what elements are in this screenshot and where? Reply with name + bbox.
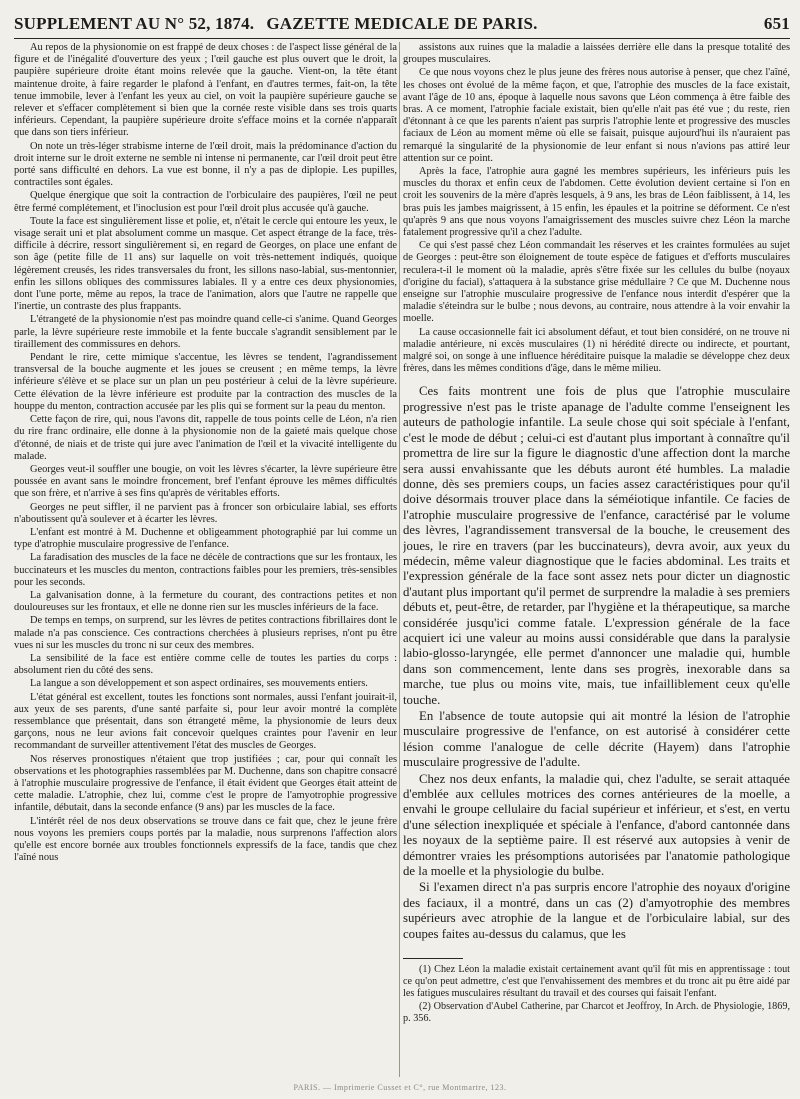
right-column: [403, 42, 790, 1077]
paragraph: Georges veut-il souffler une bougie, on voit les lèvres s'écarter, la lèvre supérieure être poussée en avant sans le moindre froncement, bref l'enfant éprouve les mêmes difficultés que son frère, et n'arrive à ses fins qu'après de véritables efforts.: [14, 463, 397, 500]
footnote: (2) Observation d'Aubel Catherine, par Charcot et Jeoffroy, In Arch. de Physiologie, 1869, p. 356.: [403, 1001, 790, 1025]
footnote: (1) Chez Léon la maladie existait certainement avant qu'il fût mis en apprentissage : tout ce qu'on peut admettre, c'est que l'envahissement des membres et du tronc ait pu être aidé par les fatigues musculaires résultant du travail et des courses qui faisait l'enfant.: [403, 964, 790, 1000]
paragraph: Ce que nous voyons chez le plus jeune des frères nous autorise à penser, que chez l'aîné, les choses ont évolué de la même façon, et que, l'atrophie des muscles de la face existait, avant l'âge de 10 ans, époque à laquelle nous savons que Léon commença à être faible des bras. A ce moment, l'atrophie faciale existait, bien qu'elle n'ait pas été vue ; du reste, rien d'étonnant à ce que les parents n'aient pas surpris l'atrophie lente et progressive des muscles faciaux de Léon au moment même où elle se faisait, puisque aujourd'hui ils n'auraient pas remarqué la singularité de la physionomie de leur enfant si nous n'avions pas attiré leur attention sur ce point.: [403, 67, 790, 164]
conclusion-paragraph: Ces faits montrent une fois de plus que l'atrophie musculaire progressive n'est pas le triste apanage de l'adulte comme l'enseignent les auteurs de pathologie infantile. La seule chose qui soit spéciale à l'enfant, c'est le mode de début ; celui-ci est d'autant plus important à connaître qu'il promettra de lire sur la figure le diagnostic d'une affection dont la marche sera aussi envahissante que les débuts auront été humbles. La maladie donne, dès ses premiers coups, un facies assez caractéristiques pour qu'il doive désormais trouver place dans la séméiotique infantile. Ce facies de l'atrophie musculaire progressive de l'enfance, caractérisé par le volume des lèvres, l'agrandissement transversal de la bouche, le creusement des joues, le rire en travers (par les buccinateurs), devra avoir, aux yeux du médecin, même valeur diagnostique que le facies abdominal. Les traits et l'expression générale de la face sont assez nets pour dicter un diagnostic d'autant plus important qu'il permet de surprendre la maladie à ses premiers débuts et, peut-être, de retarder, par l'hygiène et la thérapeutique, sa marche considérée jusqu'ici comme fatale. L'expression générale de la face acquiert ici une valeur au moins aussi considérable que dans la paralysie labio-glosso-laryngée, elle permet d'annoncer une maladie qui, humble dans son commencement, lente dans ses progrès, inexorable dans sa marche, tue plus ou moins vite, mais, tue infailliblement ceux qu'elle touche.: [403, 384, 790, 707]
footnote-rule: [403, 958, 463, 959]
paragraph: La langue a son développement et son aspect ordinaires, ses mouvements entiers.: [30, 678, 368, 690]
conclusion-paragraph: En l'absence de toute autopsie qui ait montré la lésion de l'atrophie musculaire progressive de l'enfance, on est autorisé à considérer cette lésion comme l'analogue de celle décrite (Hayem) dans l'atrophie musculaire progressive de l'adulte.: [403, 709, 790, 770]
paragraph: Pendant le rire, cette mimique s'accentue, les lèvres se tendent, l'agrandissement transversal de la bouche augmente et les joues se creusent ; en même temps, la lèvre inférieure s'élève et se place sur un plan un peu postérieur à celui de la lèvre supérieure. Cette élévation de la lèvre inférieure est produite par la contraction des muscles de la houppe du menton, contraction accusée par les plis qui se forment sur la peau du menton.: [14, 352, 397, 412]
journal-title: GAZETTE MEDICALE DE PARIS.: [266, 14, 538, 33]
supplement-label: SUPPLEMENT AU N° 52, 1874.: [14, 14, 255, 33]
left-column: [14, 42, 397, 1077]
paragraph: Toute la face est singulièrement lisse et polie, et, n'était le cercle qui entoure les yeux, le visage serait uni et plat absolument comme un masque. Cet aspect étrange de la face, très-difficile à décrire, ressort singulièrement si, en regard de Georges, on place une enfant de son âge (petite fille de 11 ans) sur laquelle on voit très-nettement indiqués, quoique légèrement creusés, les rides transversales du front, les sillons naso-labial, sus-mentonnier, enfin les sillons obliques des commissures labiales. Il y a entre ces deux physionomies, dont l'une porte, même au repos, la trace de l'animation, alors que l'autre ne rappelle que l'inertie, un contraste des plus frappants.: [14, 215, 397, 313]
paragraph: La galvanisation donne, à la fermeture du courant, des contractions petites et non douloureuses sur les frontaux, et elle ne donne rien sur les muscles inférieurs de la face.: [14, 589, 397, 614]
paragraph: L'étrangeté de la physionomie n'est pas moindre quand celle-ci s'anime. Quand Georges parle, la lèvre supérieure reste immobile et la fente buccale s'agrandit sensiblement par le tiraillement des commissures en dehors.: [14, 314, 397, 350]
paragraph: Ce qui s'est passé chez Léon commandait les réserves et les craintes formulées au sujet de Georges : peut-être son éloignement de toute espèce de fatigues et d'efforts musculaires reculera-t-il le moment où la maladie, après s'être fixée sur les cellules du bulbe (noyaux d'origine du facial), s'attaquera à la substance grise médullaire ? Ce que M. Duchenne nous enseigne sur l'atrophie musculaire progressive de l'enfance nous interdit d'espérer que la maladie s'éteindra sur le bulbe ; nous devons, au contraire, nous attendre à la voir envahir la moelle.: [403, 240, 790, 325]
paragraph: La cause occasionnelle fait ici absolument défaut, et tout bien considéré, on ne trouve ni maladie antérieure, ni excès musculaires (1) ni hérédité directe ou indirecte, et pourtant, malgré soi, on songe à une influence héréditaire puisque la maladie se développe chez deux frères, dans les mêmes conditions d'âge, dans le même milieu.: [403, 326, 790, 375]
paragraph: Nos réserves pronostiques n'étaient que trop justifiées ; car, pour qui connaît les observations et les photographies rassemblées par M. Duchenne, dans son chapitre consacré à l'atrophie musculaire progressive de l'enfance, il était évident que Georges était atteint de cette maladie. L'atrophie, chez lui, comme c'est le propre de l'amyotrophie progressive infantile, débutait, dans la seconde enfance (9 ans) par les muscles de la face.: [14, 753, 397, 814]
running-header: [14, 14, 790, 36]
page-number: 651: [763, 14, 790, 33]
paragraph: Georges ne peut siffler, il ne parvient pas à froncer son orbiculaire labial, ses efforts n'aboutissent qu'à soulever et à écarter les lèvres.: [14, 501, 397, 525]
paragraph: Après la face, l'atrophie aura gagné les membres supérieurs, les inférieurs puis les muscles du thorax et enfin ceux de l'abdomen. Cette évolution devient certaine si l'on en croit les souvenirs de la mère d'après lesquels, à 9 ans, les bras de Léon faiblissent, à 14, les bras puis les jambes maigrissent, à 15 enfin, les épaules et la poitrine se déforment. Ce n'est qu'après 9 ans que nous voyons l'amaigrissement des muscles suivre chez Léon la marche fatalement progressive qu'il a chez l'adulte.: [403, 166, 790, 239]
printer-imprint: PARIS. — Imprimerie Cusset et C°, rue Montmartre, 123.: [293, 1083, 507, 1092]
paragraph: L'enfant est montré à M. Duchenne et obligeamment photographié par lui comme un type d'atrophie musculaire progressive de l'enfance.: [14, 526, 397, 551]
paragraph: L'intérêt réel de nos deux observations se trouve dans ce fait que, chez le jeune frère nous voyons les premiers coups portés par la maladie, nous surprenons l'affection alors qu'elle est encore bornée aux troubles fonctionnels expressifs de la face, tandis que chez l'aîné nous: [14, 815, 397, 864]
conclusion-paragraph: Si l'examen direct n'a pas surpris encore l'atrophie des noyaux d'origine des faciaux, il a montré, dans un cas (2) d'amyotrophie des membres supérieurs avec atrophie de la langue et de l'orbiculaire labial, sur des coupes faites au-dessus du calamus, que les: [403, 880, 790, 941]
paragraph: De temps en temps, on surprend, sur les lèvres de petites contractions fibrillaires dont le malade n'a pas conscience. Ces contractions cherchées à plusieurs reprises, n'ont pu être vues ni sur les muscles du tronc ni sur ceux des membres.: [14, 615, 397, 651]
header-rule: [14, 38, 790, 39]
paragraph: Au repos de la physionomie on est frappé de deux choses : de l'aspect lisse général de la figure et de l'inégalité d'ouverture des yeux ; l'œil gauche est plus ouvert que le droit, la paupière supérieure droite étant moins relevée que la gauche. Vient-on, la tête étant maintenue droite, à faire regarder le plafond à l'enfant, en d'autres termes, fait-on, la tête tenue immobile, lever à l'enfant les yeux au ciel, on voit la paupière supérieure gauche se relever et s'effacer complètement si bien que la cornée reste visible dans ses trois quarts inférieurs. Cependant, la paupière supérieure droite s'efface moins et la cornée n'apparaît que dans son tiers inférieur.: [14, 42, 397, 139]
paragraph: La sensibilité de la face est entière comme celle de toutes les parties du corps : absolument rien du côté des sens.: [14, 652, 397, 677]
paragraph: L'état général est excellent, toutes les fonctions sont normales, aussi l'enfant jouirait-il, aux yeux de ses parents, d'une santé parfaite si, pour leur avoir montré la complète ressemblance que présentait, dans son étrangeté même, la physionomie de leurs deux garçons, nous ne leur avions fait concevoir quelques craintes pour l'avenir en leur recommandant de surveiller attentivement l'état des muscles de Georges.: [14, 691, 397, 752]
paragraph: On note un très-léger strabisme interne de l'œil droit, mais la prédominance d'action du droit interne sur le droit externe ne semble ni intense ni permanente, car l'œil droit peut être porté sans difficulté en dehors. La vue est bonne, il n'y a pas de diplopie. Les pupilles, contractiles sont égales.: [14, 140, 397, 189]
column-divider: [399, 42, 400, 1077]
paragraph: assistons aux ruines que la maladie a laissées derrière elle dans la presque totalité des groupes musculaires.: [403, 42, 790, 66]
conclusion-paragraph: Chez nos deux enfants, la maladie qui, chez l'adulte, se serait attaquée d'emblée aux cellules motrices des cornes antérieures de la moelle, a envahi le groupe cellulaire du facial supérieur et inférieur, et s'est, en vertu d'une sélection inexpliquée et spéciale à l'enfance, d'abord cantonnée dans les noyaux de la septième paire. Il est réservé aux autopsies à venir de démontrer vraies les présomptions autorisées par l'anatomie pathologique de la moelle et la physiologie du bulbe.: [403, 771, 790, 879]
paragraph: La faradisation des muscles de la face ne décèle de contractions que sur les frontaux, les buccinateurs et les muscles du menton, contractions faibles pour les premiers, très-sensibles pour les seconds.: [14, 552, 397, 588]
paragraph: Quelque énergique que soit la contraction de l'orbiculaire des paupières, l'œil ne peut être fermé complétement, et l'inoclusion est pour l'œil droit plus accusée qu'à gauche.: [14, 190, 397, 214]
paragraph: Cette façon de rire, qui, nous l'avons dit, rappelle de tous points celle de Léon, n'a rien du rire franc ordinaire, elle donne à la physionomie non de la gaieté mais quelque chose d'étonné, de niais et de triste qui jure avec l'animation de l'œil et la vivacité intelligente du malade.: [14, 414, 397, 462]
